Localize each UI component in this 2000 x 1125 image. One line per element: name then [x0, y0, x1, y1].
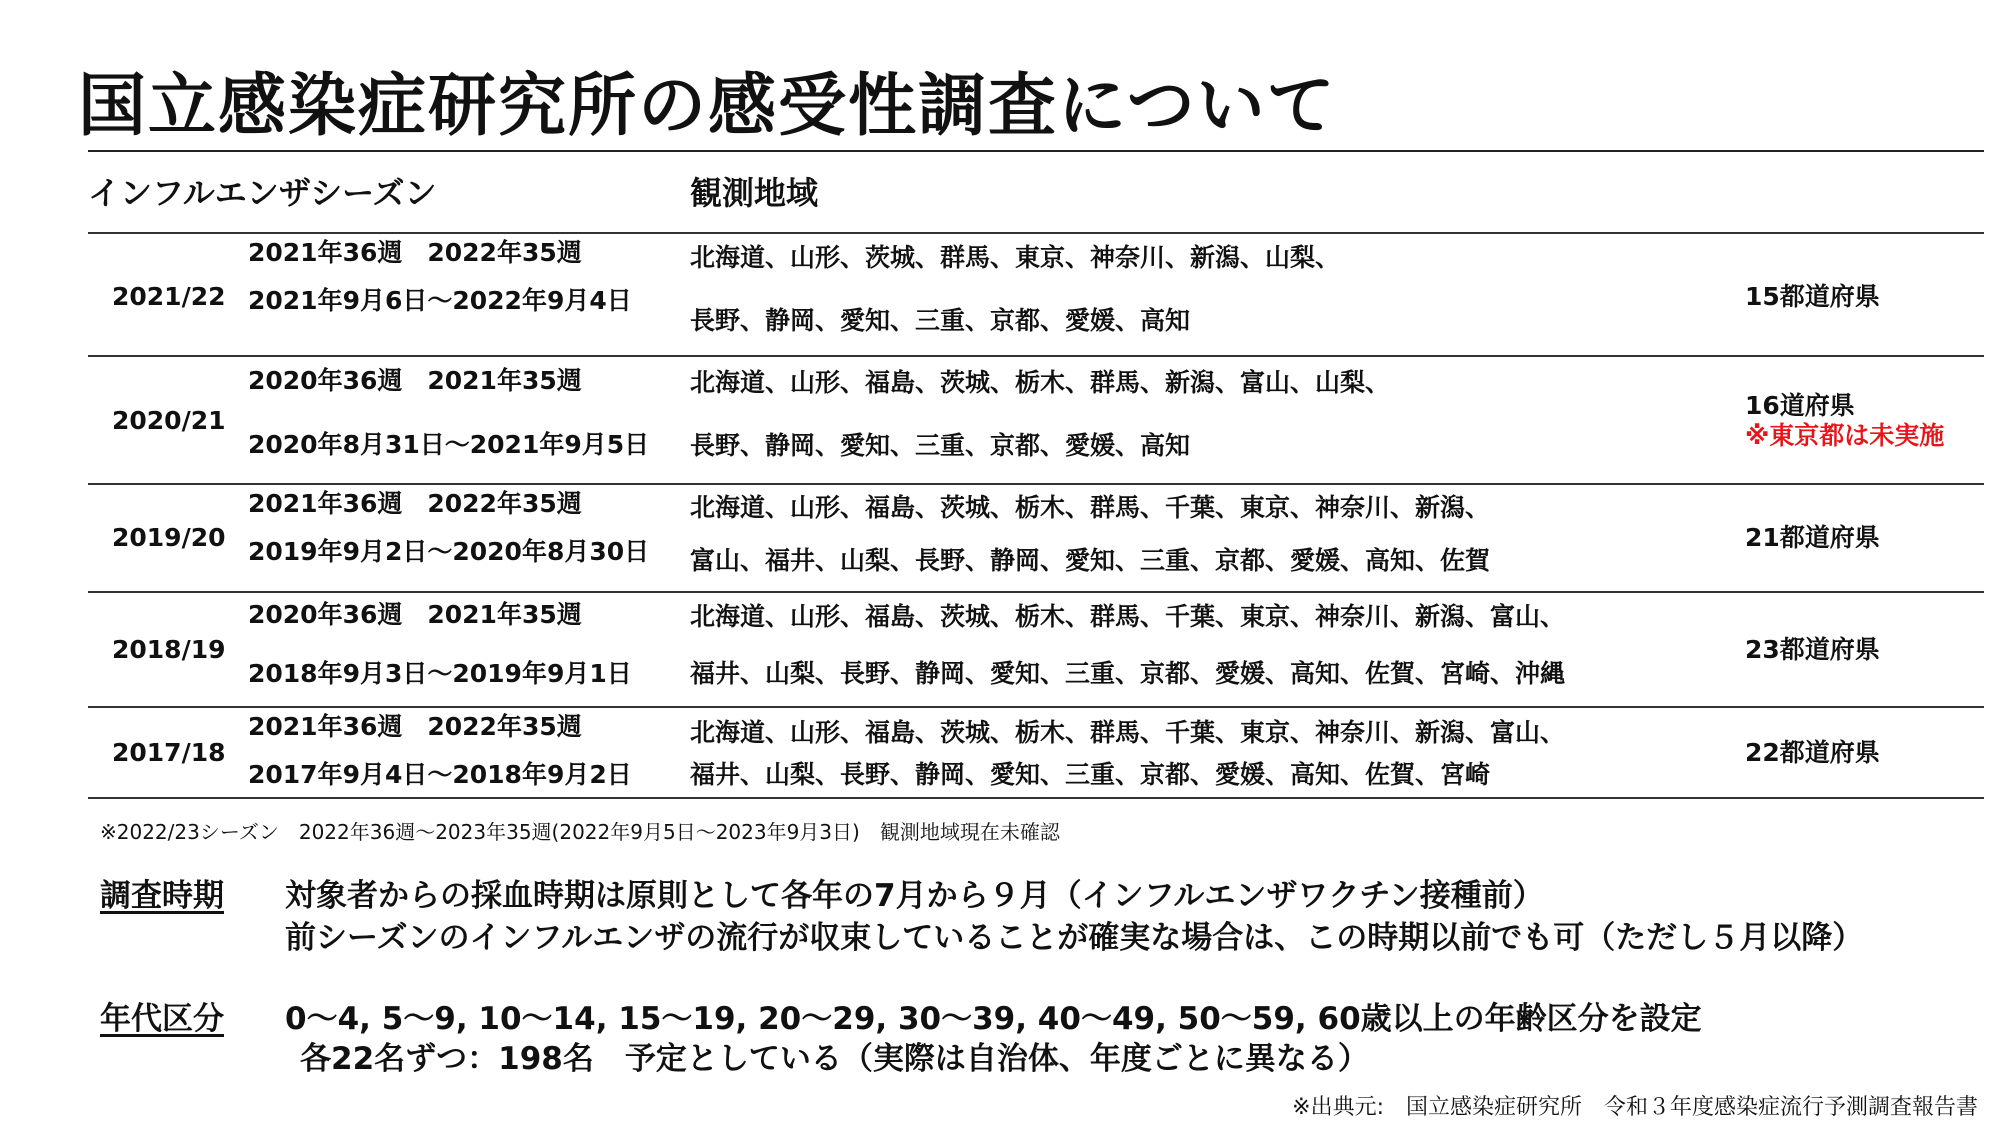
header-top-rule	[88, 150, 1984, 152]
regions-line-2: 長野、静岡、愛知、三重、京都、愛媛、高知	[690, 306, 1191, 335]
dates-cell: 2020年8月31日～2021年9月5日	[248, 430, 650, 459]
table-bottom-rule	[88, 797, 1984, 799]
column-header-region: 観測地域	[690, 174, 819, 212]
survey-period-label: 調査時期	[100, 878, 224, 914]
regions-line-1: 北海道、山形、福島、茨城、栃木、群馬、千葉、東京、神奈川、新潟、	[690, 493, 1491, 522]
page-title: 国立感染症研究所の感受性調査について	[78, 67, 1337, 146]
age-groups-line-1: 0～4, 5～9, 10～14, 15～19, 20～29, 30～39, 40～49, 50～59, 60歳以上の年齢区分を設定	[285, 1001, 1702, 1037]
tokyo-not-conducted-note: ※東京都は未実施	[1745, 421, 1945, 450]
regions-line-1: 北海道、山形、茨城、群馬、東京、神奈川、新潟、山梨、	[690, 243, 1341, 272]
survey-period-line-2: 前シーズンのインフルエンザの流行が収束していることが確実な場合は、この時期以前でも可（ただし５月以降）	[285, 920, 1864, 956]
age-groups-label: 年代区分	[100, 1001, 224, 1037]
season-cell: 2018/19	[112, 635, 226, 664]
regions-line-2: 長野、静岡、愛知、三重、京都、愛媛、高知	[690, 431, 1191, 460]
regions-line-1: 北海道、山形、福島、茨城、栃木、群馬、新潟、富山、山梨、	[690, 368, 1391, 397]
prefecture-count: 15都道府県	[1745, 282, 1880, 311]
row-divider	[88, 232, 1984, 234]
regions-line-2: 福井、山梨、長野、静岡、愛知、三重、京都、愛媛、高知、佐賀、宮崎、沖縄	[690, 659, 1566, 688]
season-cell: 2020/21	[112, 406, 226, 435]
weeks-cell: 2020年36週 2021年35週	[248, 366, 582, 395]
row-divider	[88, 483, 1984, 485]
survey-period-line-1: 対象者からの採血時期は原則として各年の7月から９月（インフルエンザワクチン接種前）	[285, 878, 1544, 914]
prefecture-count: 16道府県	[1745, 391, 1855, 420]
regions-line-2: 富山、福井、山梨、長野、静岡、愛知、三重、京都、愛媛、高知、佐賀	[690, 546, 1491, 575]
weeks-cell: 2021年36週 2022年35週	[248, 712, 582, 741]
weeks-cell: 2020年36週 2021年35週	[248, 600, 582, 629]
weeks-cell: 2021年36週 2022年35週	[248, 238, 582, 267]
season-cell: 2017/18	[112, 738, 226, 767]
dates-cell: 2017年9月4日～2018年9月2日	[248, 760, 632, 789]
row-divider	[88, 706, 1984, 708]
column-header-season: インフルエンザシーズン	[88, 174, 437, 212]
row-divider	[88, 355, 1984, 357]
regions-line-1: 北海道、山形、福島、茨城、栃木、群馬、千葉、東京、神奈川、新潟、富山、	[690, 718, 1566, 747]
source-citation: ※出典元: 国立感染症研究所 令和３年度感染症流行予測調査報告書	[1292, 1095, 1978, 1120]
weeks-cell: 2021年36週 2022年35週	[248, 489, 582, 518]
prefecture-count: 21都道府県	[1745, 523, 1880, 552]
dates-cell: 2019年9月2日～2020年8月30日	[248, 537, 650, 566]
dates-cell: 2018年9月3日～2019年9月1日	[248, 659, 632, 688]
prefecture-count: 23都道府県	[1745, 635, 1880, 664]
row-divider	[88, 591, 1984, 593]
age-groups-line-2: 各22名ずつ：198名 予定としている（実際は自治体、年度ごとに異なる）	[300, 1041, 1369, 1077]
season-2022-23-note: ※2022/23シーズン 2022年36週～2023年35週(2022年9月5日～2023年9月3日) 観測地域現在未確認	[100, 820, 1060, 844]
season-cell: 2019/20	[112, 523, 226, 552]
season-cell: 2021/22	[112, 282, 226, 311]
regions-line-2: 福井、山梨、長野、静岡、愛知、三重、京都、愛媛、高知、佐賀、宮崎	[690, 760, 1491, 789]
dates-cell: 2021年9月6日～2022年9月4日	[248, 286, 632, 315]
regions-line-1: 北海道、山形、福島、茨城、栃木、群馬、千葉、東京、神奈川、新潟、富山、	[690, 602, 1566, 631]
prefecture-count: 22都道府県	[1745, 738, 1880, 767]
